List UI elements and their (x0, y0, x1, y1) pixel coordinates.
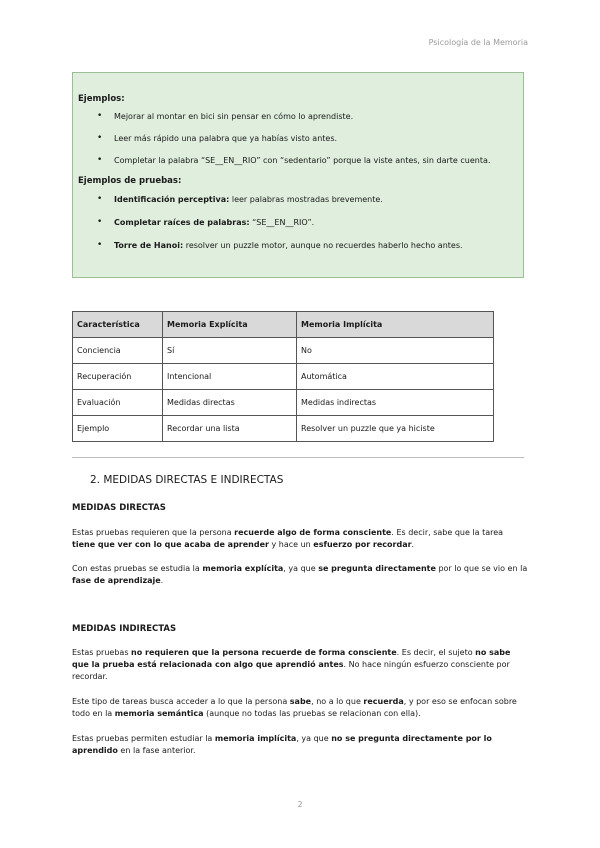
table-cell: Recordar una lista (163, 416, 297, 442)
running-header: Psicología de la Memoria (428, 38, 528, 47)
test-term: Completar raíces de palabras: (114, 218, 250, 227)
table-cell: Recuperación (73, 364, 163, 390)
direct-paragraph-2: Con estas pruebas se estudia la memoria explícita, ya que se pregunta directamente por lo que se vio en la fase de aprendizaje. (72, 564, 528, 585)
test-desc: resolver un puzzle motor, aunque no recuerdes haberlo hecho antes. (183, 241, 463, 250)
column-header: Característica (73, 312, 163, 338)
list-item (78, 240, 513, 251)
list-item: • Mejorar al montar en bici sin pensar en cómo lo aprendiste. (78, 111, 513, 122)
table-cell: Medidas indirectas (297, 390, 494, 416)
section-title: 2. MEDIDAS DIRECTAS E INDIRECTAS (90, 474, 284, 486)
table-cell: No (297, 338, 494, 364)
direct-paragraph-1: Estas pruebas requieren que la persona recuerde algo de forma consciente. Es decir, sabe que la tarea tiene que ver con lo que acaba de aprender y hace un esfuerzo por recordar. (72, 528, 504, 549)
comparison-table (72, 311, 494, 442)
section-divider (72, 457, 524, 458)
examples-heading: Ejemplos: (78, 94, 125, 104)
table-row (73, 416, 494, 442)
list-item: • Completar la palabra “SE__EN__RIO” con “sedentario” porque la viste antes, sin darte cuenta. (78, 155, 513, 166)
tests-heading: Ejemplos de pruebas: (78, 176, 182, 186)
page-number: 2 (297, 800, 303, 809)
table-cell: Evaluación (73, 390, 163, 416)
table-row (73, 338, 494, 364)
column-header: Memoria Explícita (163, 312, 297, 338)
test-desc: leer palabras mostradas brevemente. (229, 195, 383, 204)
table-row (73, 390, 494, 416)
table-cell: Intencional (163, 364, 297, 390)
column-header: Memoria Implícita (297, 312, 494, 338)
indirect-heading: MEDIDAS INDIRECTAS (72, 624, 177, 634)
table-cell: Automática (297, 364, 494, 390)
test-term: Torre de Hanoi: (114, 241, 184, 250)
list-item (78, 194, 513, 205)
list-item: • Leer más rápido una palabra que ya habías visto antes. (78, 133, 513, 144)
test-term: Identificación perceptiva: (114, 195, 230, 204)
indirect-paragraph-1: Estas pruebas no requieren que la persona recuerde de forma consciente. Es decir, el sujeto no sabe que la prueba está relacionada con algo que aprendió antes. No hace ningún esfuerzo consciente por recordar. (72, 648, 511, 681)
indirect-paragraph-2: Este tipo de tareas busca acceder a lo que la persona sabe, no a lo que recuerda, y por eso se enfocan sobre todo en la memoria semántica (aunque no todas las pruebas se relacionan con ella). (72, 697, 517, 718)
table-cell: Sí (163, 338, 297, 364)
direct-heading: MEDIDAS DIRECTAS (72, 503, 166, 513)
list-item (78, 217, 513, 228)
indirect-paragraph-3: Estas pruebas permiten estudiar la memoria implícita, ya que no se pregunta directamente por lo aprendido en la fase anterior. (72, 734, 492, 755)
table-header-row (73, 312, 494, 338)
examples-box (72, 72, 524, 278)
table-row (73, 364, 494, 390)
table-cell: Resolver un puzzle que ya hiciste (297, 416, 494, 442)
table-cell: Conciencia (73, 338, 163, 364)
examples-list (78, 111, 513, 166)
table-cell: Ejemplo (73, 416, 163, 442)
test-desc: “SE__EN__RIO”. (249, 218, 315, 227)
tests-list (78, 194, 513, 251)
table-cell: Medidas directas (163, 390, 297, 416)
